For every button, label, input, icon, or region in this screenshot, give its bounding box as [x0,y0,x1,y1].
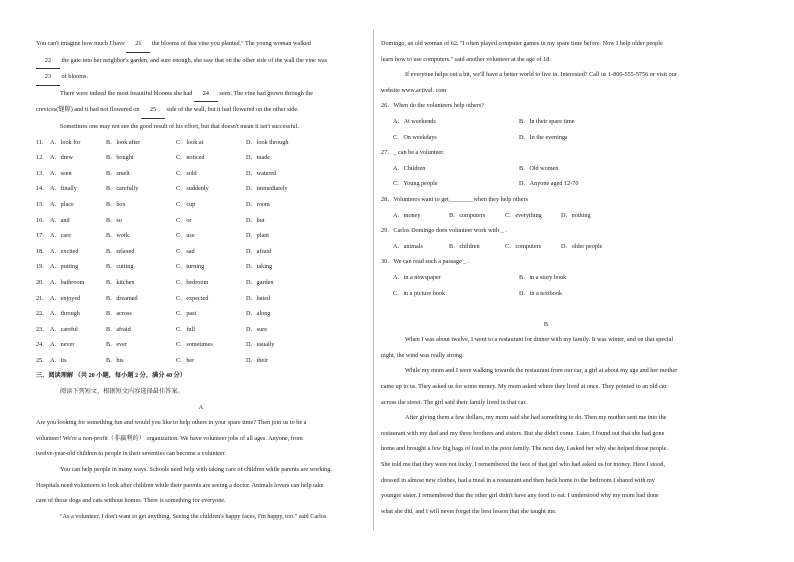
passage-b [381,332,711,519]
column-divider [373,30,374,530]
choice-a[interactable]: A．never [50,341,75,349]
choice-d[interactable]: D．hated [246,294,271,302]
choice-c[interactable]: C．look at [176,138,204,146]
answer-option[interactable]: B．children [449,242,480,250]
choice-row [36,275,366,291]
q-num: 15. [36,200,44,208]
q-num: 22. [36,310,44,318]
choice-a[interactable]: A．its [50,356,67,364]
answer-option[interactable]: B．In their spare time [519,117,575,125]
blank-21[interactable]: 21 [126,36,150,53]
choice-row [36,337,366,353]
text-line: After giving them a few dollars, my mom said she had something to do. Then my mother sent me into the [405,414,667,422]
choice-d[interactable]: D．but [246,216,265,224]
q-num: 20. [36,278,44,286]
text-line: Are you looking for something fun and would you like to help others in your spare time? Then join us to be a [36,419,307,427]
option-row [381,270,711,286]
choice-a[interactable]: A．careful [50,325,78,333]
choice-b[interactable]: B．his [106,356,124,364]
text-line: 23 of blooms. [36,69,366,86]
text-line: If everyone helps out a bit, we'll have a better world to live in. Interested? Call us 1-800-555-5756 or visit our [405,71,677,79]
answer-option[interactable]: D．Anyone aged 12-70 [519,180,579,188]
choice-d[interactable]: D．room [246,200,270,208]
text-line: You can help people in many ways. Schools need help with taking care of children while parents are working. [60,466,332,474]
choice-d[interactable]: D．garden [246,278,274,286]
answer-option[interactable]: A．animals [393,242,423,250]
choice-c[interactable]: C．noticed [176,154,205,162]
option-row [381,176,711,192]
choice-c[interactable]: C．cup [176,200,196,208]
choice-a[interactable]: A．putting [50,263,79,271]
answer-option[interactable]: A．money [393,211,421,219]
choice-a[interactable]: A．drew [50,154,74,162]
choice-b[interactable]: B．dreamed [106,294,138,302]
section-title: 三、阅读理解 （共 20 小题，每小题 2 分，满分 40 分） [36,372,187,380]
choice-row [36,306,366,322]
choice-c[interactable]: C．sometimes [176,341,213,349]
answer-option[interactable]: B．Old women [519,164,559,172]
text-line: care of those dogs and cats without homes. There is something for everyone. [36,497,226,505]
choice-c[interactable]: C．sold [176,169,197,177]
choice-a[interactable]: A．seen [50,169,72,177]
choice-c[interactable]: C．past [176,310,197,318]
answer-option[interactable]: C．computers [505,242,542,250]
choice-d[interactable]: D．look through [246,138,289,146]
choice-d[interactable]: D．taking [246,263,273,271]
q-num: 13. [36,169,44,177]
answer-option[interactable]: D．in a textbook [519,289,562,297]
choice-b[interactable]: B．cutting [106,263,134,271]
answer-option[interactable]: A．Children [393,164,426,172]
question-stem: 26．When do the volunteers help others? [381,102,484,110]
answer-option[interactable]: D．older people [561,242,603,250]
answer-option[interactable]: A．At weekends [393,117,436,125]
text-line: dressed in almost new clothes, had a meal in a restaurant and then back home to the bedroom I shared with my [381,476,655,484]
text-line: You can't imagine how much I have 21 the blooms of that vine you planted." The young woman walked [36,36,366,53]
answer-option[interactable]: C．On weekdays [393,133,437,141]
answer-option[interactable]: B．computers [449,211,486,219]
option-row [381,239,711,255]
choice-d[interactable]: D．made [246,154,271,162]
q-num: 17. [36,232,44,240]
text-line: website www.actival. com [381,86,447,94]
q-num: 19. [36,263,44,271]
choice-d[interactable]: D．plant [246,232,270,240]
choice-b[interactable]: B．relaxed [106,247,135,255]
spacer [381,301,711,317]
text-line: younger sister. I remembered that the other girl didn't have any food to eat. I understood why my mom had done [381,492,659,500]
choice-c[interactable]: C．bedroom [176,278,209,286]
answer-option[interactable]: C．in a picture book [393,289,446,297]
text-line: across the street. The girl said their family lived in that car. [381,398,527,406]
choice-row [36,244,366,260]
choice-b[interactable]: B．ever [106,341,127,349]
choice-b[interactable]: B．afraid [106,325,131,333]
text-line: Sometimes one may not see the good result of his effort, but that doesn't mean it isn't successful. [60,122,299,130]
choice-a[interactable]: A．and [50,216,70,224]
blank-22[interactable]: 22 [36,53,60,70]
text-line: came up to us. They asked us for some money. My mom asked where they lived at once. They pointed to an old car [381,383,667,391]
answer-option[interactable]: B．in a story book [519,273,567,281]
blank-25[interactable]: 25 [141,102,165,119]
passage-b-label: B [543,320,549,328]
choice-d[interactable]: D．their [246,356,268,364]
text-line: twelve-year-old children to people in their seventies can become a volunteer. [36,450,227,458]
answer-option[interactable]: C．Young people [393,180,438,188]
blank-24[interactable]: 24 [194,86,218,103]
choice-b[interactable]: B．bought [106,154,134,162]
text-line: night, the wind was really strong. [381,351,464,359]
option-row [381,161,711,177]
question-stem: 29．Carlos Domingo does volunteer work with _ . [381,227,507,235]
choice-a[interactable]: A．look for [50,138,81,146]
choice-d[interactable]: D．watered [246,169,277,177]
choice-d[interactable]: D．along [246,310,271,318]
choice-a[interactable]: A．finally [50,185,77,193]
choice-d[interactable]: D．sure [246,325,267,333]
choice-row [36,322,366,338]
text-line: 22 the gate into her neighbor's garden, and sure enough, she saw that on the other side of the wall the vine was [36,53,366,70]
q-num: 25. [36,356,44,364]
answer-option[interactable]: C．everything [505,211,542,219]
q-num: 21. [36,294,44,302]
answer-option[interactable]: D．nothing [561,211,591,219]
question-stem: 30．We can read such a passage _ . [381,258,470,266]
answer-option[interactable]: A．in a newspaper [393,273,441,281]
choice-b[interactable]: B．across [106,310,132,318]
choice-row [36,228,366,244]
right-column [381,36,711,519]
choice-row [36,291,366,307]
text-line: While my mom and I were walking towards the restaurant from our car, a girl at about my age and her mother [405,367,678,375]
text-line: She told me that they were not lucky. I remembered the face of that girl who had asked us for money. Here I stood, [381,461,666,469]
choice-c[interactable]: C．turning [176,263,205,271]
choice-a[interactable]: A．excited [50,247,79,255]
choice-c[interactable]: C．her [176,356,195,364]
q-num: 24. [36,341,44,349]
text-line: "As a volunteer, I don't want to get anything. Seeing the children's happy faces, I'm happy, too." said Carlos [60,512,327,520]
choice-c[interactable]: C．suddenly [176,185,209,193]
choice-b[interactable]: B．box [106,200,126,208]
choice-row [36,166,366,182]
text-line: learn how to use computers." said another volunteer at the age of 18. [381,55,551,63]
question-stem: 27．_ can be a volunteer. [381,149,445,157]
choice-a[interactable]: A．place [50,200,74,208]
text-line: When I was about twelve, I went to a restaurant for dinner with my family. It was winter, and on that special [405,336,674,344]
question-stem: 28．Volunteers want to get________when they help others [381,195,528,203]
choice-a[interactable]: A．care [50,232,71,240]
answer-option[interactable]: D．In the evenings [519,133,568,141]
q-num: 18. [36,247,44,255]
choice-a[interactable]: A．through [50,310,80,318]
choice-row [36,181,366,197]
passage-a-label: A [198,403,204,411]
q-num: 12. [36,154,44,162]
choice-b[interactable]: B．carefully [106,185,139,193]
left-column [36,36,366,524]
choice-a[interactable]: A．enjoyed [50,294,81,302]
q-num: 16. [36,216,44,224]
option-row [381,130,711,146]
choice-row [36,197,366,213]
text-line: restaurant with my dad and my three brothers and sisters. But she didn't come. Later, I found out that she had gone [381,429,665,437]
choice-d[interactable]: D．usually [246,341,275,349]
choice-b[interactable]: B．look after [106,138,141,146]
choice-c[interactable]: C．full [176,325,195,333]
text-line: what she did, and I will never forget the best lesson that she taught me. [381,507,557,515]
q-num: 23. [36,325,44,333]
choice-b[interactable]: B．work [106,232,130,240]
choice-c[interactable]: C．or [176,216,192,224]
section-instruction: 阅读下列短文，根据短文内容选择最佳答案。 [60,388,184,396]
choice-b[interactable]: B．smelt [106,169,130,177]
question-list [381,98,711,301]
blank-23[interactable]: 23 [36,69,60,86]
choice-b[interactable]: B．kitchen [106,278,135,286]
text-line: Hospitals need volunteers to look after children while their parents are seeing a doctor. Animals lovers can help take [36,481,324,489]
option-row [381,286,711,302]
choice-d[interactable]: D．immediately [246,185,288,193]
choice-row [36,259,366,275]
choice-row [36,213,366,229]
q-num: 14. [36,185,44,193]
text-line: volunteer! We're a non-profit（非赢利的） organization. We have volunteer jobs of all ages. Anyone, from [36,434,303,442]
text-line: crevices(缝隙) and it had not flowered on 25 side of the wall, but it had flowered on the other side. [36,102,366,119]
choice-d[interactable]: D．afraid [246,247,272,255]
option-row [381,208,711,224]
choice-row [36,150,366,166]
option-row [381,114,711,130]
text-line: Domingo, an old woman of 62. "I often played computer games in my spare time before. Now I help older people [381,40,663,47]
text-line: There were indeed the most beautiful blooms she had 24 seen. The vine had grown through the [36,86,366,103]
choice-list [36,135,366,369]
choice-row [36,353,366,369]
choice-b[interactable]: B．so [106,216,122,224]
choice-c[interactable]: C．use [176,232,195,240]
choice-c[interactable]: C．expected [176,294,209,302]
choice-a[interactable]: A．bathroom [50,278,85,286]
choice-c[interactable]: C．sad [176,247,195,255]
q-num: 11. [36,138,44,146]
choice-row [36,135,366,151]
text-line: home and brought a few big bags of food to the poor family. The next day, I asked her why she helped those people. [381,445,669,453]
